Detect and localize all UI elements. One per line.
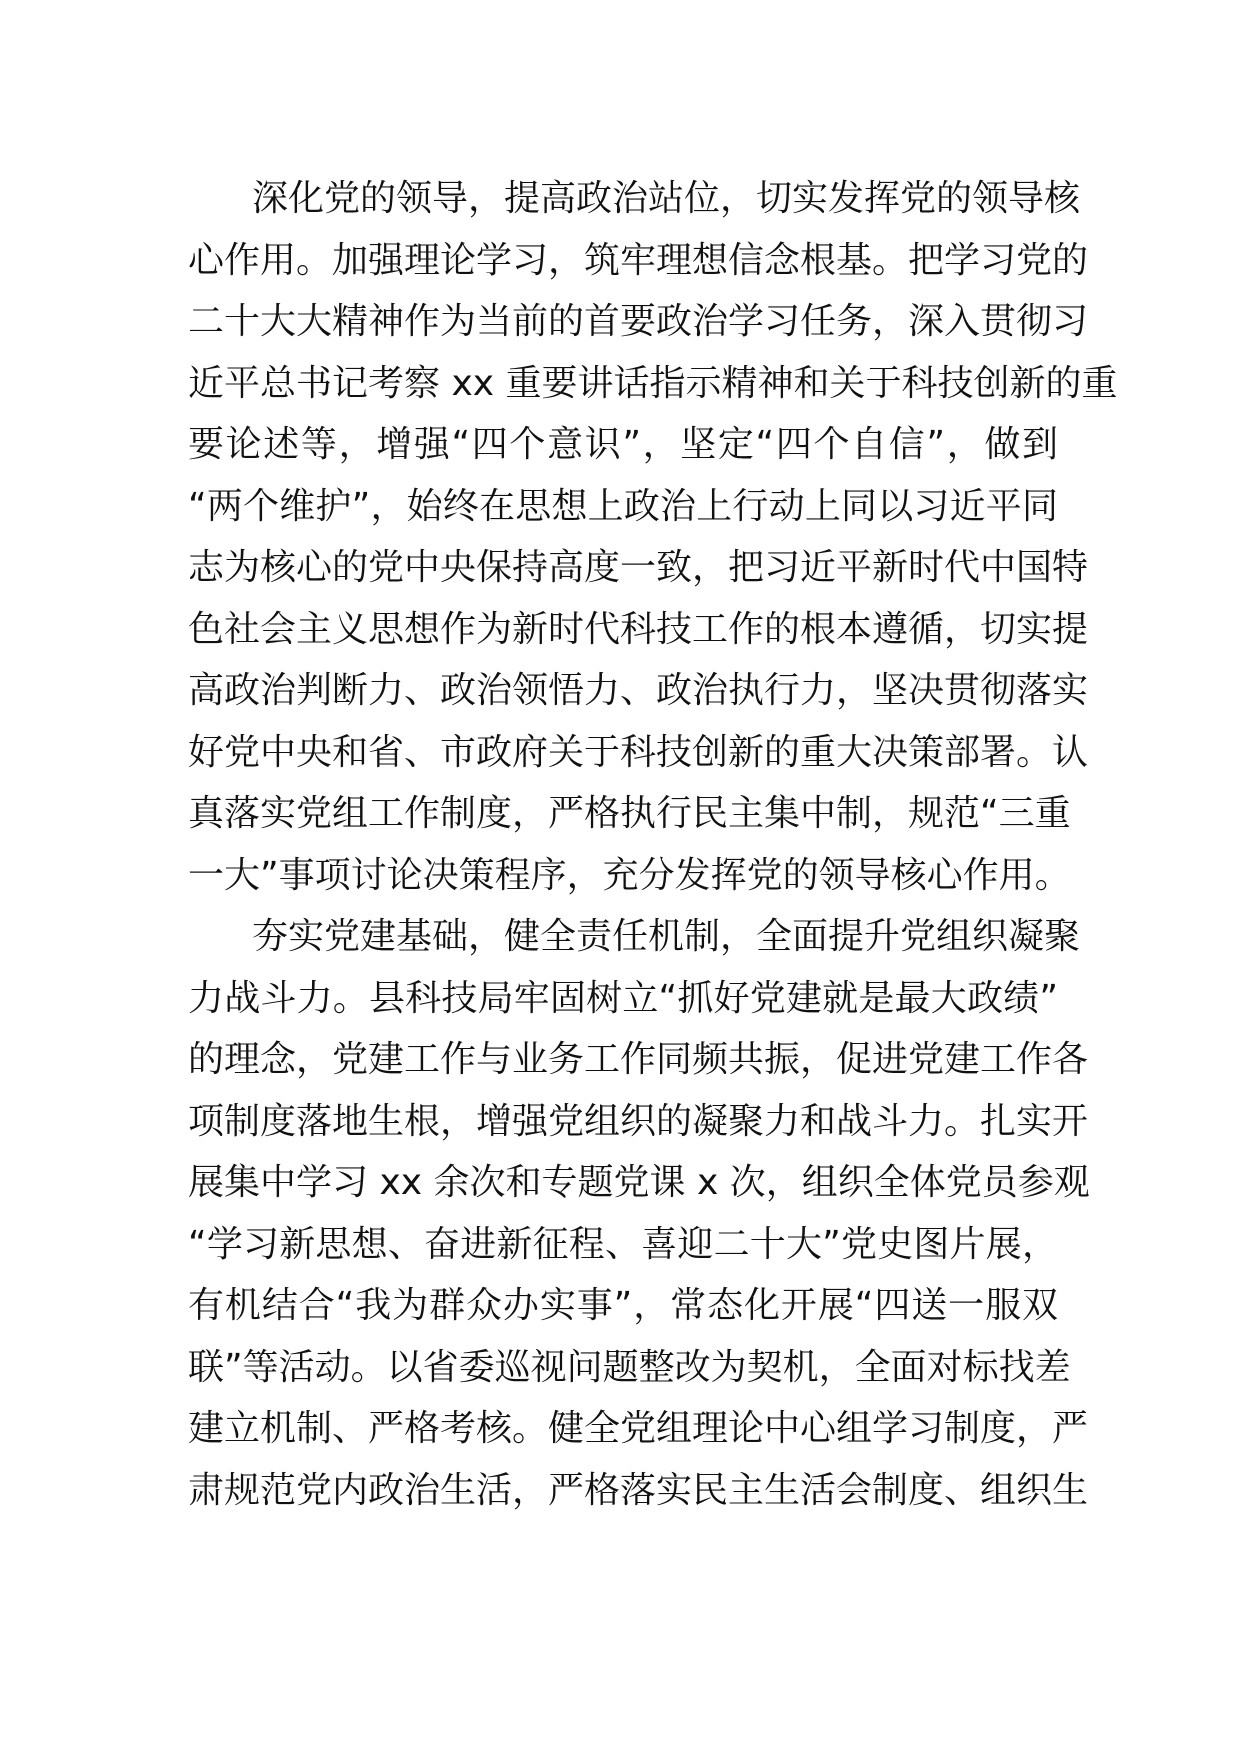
paragraph-line: 近平总书记考察 xx 重要讲话指示精神和关于科技创新的重 <box>188 362 1118 404</box>
paragraph-line: 真落实党组工作制度，严格执行民主集中制，规范“三重 <box>188 793 1071 834</box>
paragraph-line: 的理念，党建工作与业务工作同频共振，促进党建工作各 <box>188 1039 1089 1080</box>
paragraph-line: 心作用。加强理论学习，筑牢理想信念根基。把学习党的 <box>188 239 1089 281</box>
paragraph-line: 色社会主义思想作为新时代科技工作的根本遵循，切实提 <box>188 608 1089 650</box>
paragraph-line: 展集中学习 xx 余次和专题党课 x 次，组织全体党员参观 <box>188 1162 1090 1203</box>
paragraph-line: 二十大大精神作为当前的首要政治学习任务，深入贯彻习 <box>188 301 1089 342</box>
paragraph-line: 要论述等，增强“四个意识”，坚定“四个自信”，做到 <box>188 424 1058 465</box>
paragraph-line: 好党中央和省、市政府关于科技创新的重大决策部署。认 <box>188 731 1089 773</box>
paragraph-line: 有机结合“我为群众办实事”，常态化开展“四送一服双 <box>188 1285 1058 1326</box>
document-body <box>188 168 1118 1521</box>
paragraph-line: 一大”事项讨论决策程序，充分发挥党的领导核心作用。 <box>188 854 1071 896</box>
paragraph-line: 深化党的领导，提高政治站位，切实发挥党的领导核 <box>252 178 1081 219</box>
paragraph-line: 力战斗力。县科技局牢固树立“抓好党建就是最大政绩” <box>188 977 1058 1019</box>
paragraph-line: “学习新思想、奋进新征程、喜迎二十大”党史图片展， <box>188 1223 1058 1265</box>
paragraph-2 <box>188 906 1090 1521</box>
paragraph-line: 建立机制、严格考核。健全党组理论中心组学习制度，严 <box>188 1408 1089 1449</box>
paragraph-line: 高政治判断力、政治领悟力、政治执行力，坚决贯彻落实 <box>188 670 1089 711</box>
paragraph-line: “两个维护”，始终在思想上政治上行动上同以习近平同 <box>188 485 1058 527</box>
paragraph-line: 肃规范党内政治生活，严格落实民主生活会制度、组织生 <box>188 1469 1089 1511</box>
paragraph-line: 志为核心的党中央保持高度一致，把习近平新时代中国特 <box>188 547 1089 588</box>
paragraph-line: 项制度落地生根，增强党组织的凝聚力和战斗力。扎实开 <box>188 1100 1089 1142</box>
paragraph-line: 联”等活动。以省委巡视问题整改为契机，全面对标找差 <box>188 1346 1071 1388</box>
paragraph-1 <box>188 168 1118 906</box>
paragraph-line: 夯实党建基础，健全责任机制，全面提升党组织凝聚 <box>252 916 1081 957</box>
